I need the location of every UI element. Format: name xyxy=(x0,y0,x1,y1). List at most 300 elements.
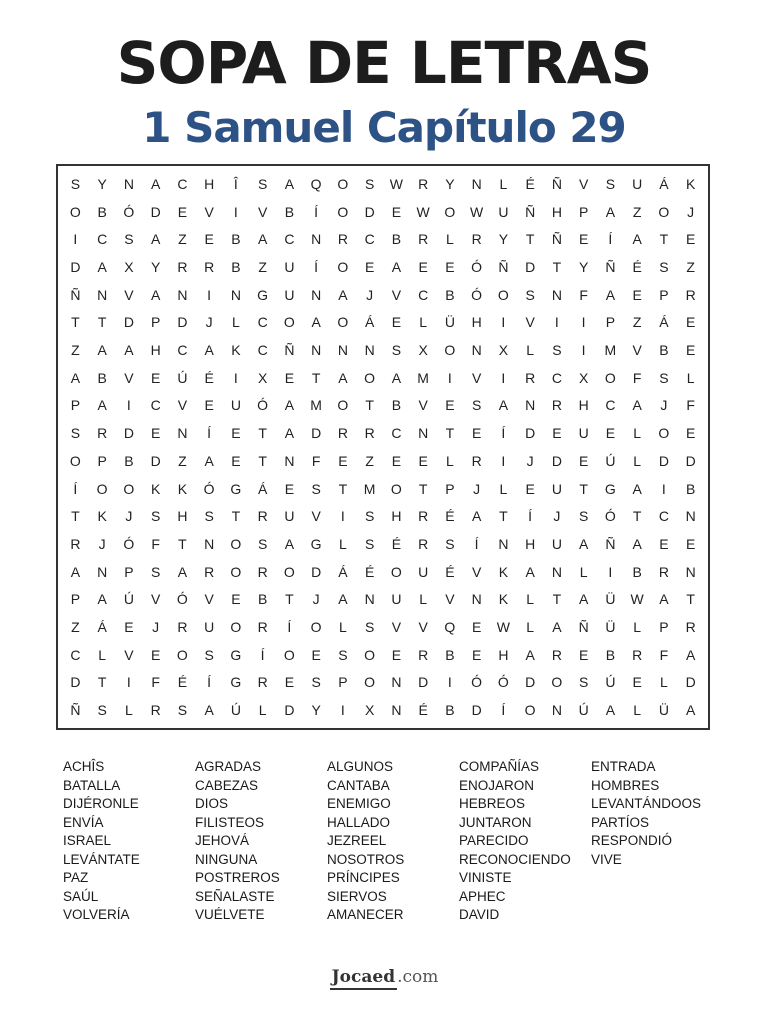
grid-cell[interactable]: E xyxy=(418,258,428,275)
grid-cell[interactable]: E xyxy=(311,646,321,663)
grid-cell[interactable]: N xyxy=(97,563,108,580)
grid-cell[interactable]: C xyxy=(658,508,669,525)
grid-cell[interactable]: E xyxy=(685,425,696,442)
grid-cell[interactable]: S xyxy=(311,480,321,497)
grid-cell[interactable]: E xyxy=(204,231,214,248)
grid-cell[interactable]: E xyxy=(685,342,696,359)
grid-cell[interactable]: H xyxy=(204,175,215,192)
grid-cell[interactable]: R xyxy=(418,231,429,248)
grid-cell[interactable]: J xyxy=(152,619,160,636)
grid-cell[interactable]: Ú xyxy=(578,702,589,719)
grid-cell[interactable]: A xyxy=(284,175,295,192)
grid-cell[interactable]: E xyxy=(685,231,696,248)
grid-cell[interactable]: R xyxy=(471,452,482,469)
grid-cell[interactable]: S xyxy=(338,646,348,663)
grid-cell[interactable]: E xyxy=(338,452,348,469)
grid-cell[interactable]: A xyxy=(97,591,107,608)
grid-cell[interactable]: Ñ xyxy=(605,535,616,552)
grid-cell[interactable]: O xyxy=(283,563,295,580)
grid-cell[interactable]: D xyxy=(525,258,536,275)
grid-cell[interactable]: B xyxy=(231,258,241,275)
grid-cell[interactable]: I xyxy=(608,563,613,580)
grid-cell[interactable]: N xyxy=(471,591,482,608)
grid-cell[interactable]: A xyxy=(525,563,535,580)
grid-cell[interactable]: O xyxy=(230,563,242,580)
grid-cell[interactable]: T xyxy=(258,452,267,469)
grid-cell[interactable]: S xyxy=(391,342,402,359)
grid-cell[interactable]: T xyxy=(97,314,107,331)
grid-cell[interactable]: T xyxy=(579,480,588,497)
grid-cell[interactable]: V xyxy=(124,286,134,303)
grid-cell[interactable]: Ñ xyxy=(70,286,81,303)
grid-cell[interactable]: V xyxy=(177,397,188,414)
grid-cell[interactable]: I xyxy=(501,314,506,331)
grid-cell[interactable]: E xyxy=(471,425,482,442)
grid-cell[interactable]: O xyxy=(283,646,295,663)
grid-cell[interactable]: L xyxy=(633,425,642,442)
grid-cell[interactable]: N xyxy=(685,508,696,525)
grid-cell[interactable]: L xyxy=(526,591,535,608)
grid-cell[interactable]: D xyxy=(311,425,322,442)
grid-cell[interactable]: I xyxy=(126,397,131,414)
grid-cell[interactable]: A xyxy=(70,563,81,580)
grid-cell[interactable]: H xyxy=(391,508,402,525)
grid-cell[interactable]: Ó xyxy=(123,535,135,552)
grid-cell[interactable]: S xyxy=(257,535,268,552)
grid-cell[interactable]: E xyxy=(150,369,161,386)
grid-cell[interactable]: E xyxy=(685,314,696,331)
grid-cell[interactable]: A xyxy=(150,175,161,192)
grid-cell[interactable]: I xyxy=(340,508,345,525)
grid-cell[interactable]: J xyxy=(205,314,213,331)
grid-cell[interactable]: H xyxy=(471,314,482,331)
grid-cell[interactable]: O xyxy=(524,702,536,719)
grid-cell[interactable]: S xyxy=(97,702,107,719)
grid-cell[interactable]: G xyxy=(230,674,242,691)
grid-cell[interactable]: T xyxy=(686,591,695,608)
grid-cell[interactable]: A xyxy=(311,314,321,331)
grid-cell[interactable]: Y xyxy=(445,175,455,192)
grid-cell[interactable]: A xyxy=(605,702,616,719)
grid-cell[interactable]: I xyxy=(581,342,586,359)
grid-cell[interactable]: A xyxy=(498,397,509,414)
grid-cell[interactable]: A xyxy=(150,231,161,248)
grid-cell[interactable]: U xyxy=(391,591,402,608)
grid-cell[interactable]: S xyxy=(578,674,589,691)
grid-cell[interactable]: C xyxy=(551,369,562,386)
grid-cell[interactable]: A xyxy=(632,397,642,414)
grid-cell[interactable]: A xyxy=(338,369,348,386)
grid-cell[interactable]: O xyxy=(337,314,349,331)
grid-cell[interactable]: J xyxy=(473,480,481,497)
grid-cell[interactable]: D xyxy=(418,674,429,691)
grid-cell[interactable]: A xyxy=(605,286,616,303)
grid-cell[interactable]: X xyxy=(257,369,268,386)
grid-cell[interactable]: R xyxy=(337,231,348,248)
grid-cell[interactable]: O xyxy=(69,203,81,220)
grid-cell[interactable]: P xyxy=(124,563,134,580)
grid-cell[interactable]: V xyxy=(418,397,428,414)
grid-cell[interactable]: É xyxy=(204,369,214,386)
grid-cell[interactable]: Ñ xyxy=(525,203,536,220)
grid-cell[interactable]: S xyxy=(578,508,589,525)
grid-cell[interactable]: D xyxy=(150,452,161,469)
grid-cell[interactable]: A xyxy=(659,591,669,608)
grid-cell[interactable]: N xyxy=(97,286,108,303)
grid-cell[interactable]: U xyxy=(551,535,562,552)
grid-cell[interactable]: E xyxy=(391,203,402,220)
grid-cell[interactable]: V xyxy=(391,286,402,303)
grid-cell[interactable]: J xyxy=(125,508,133,525)
grid-cell[interactable]: O xyxy=(390,563,402,580)
grid-cell[interactable]: A xyxy=(97,258,107,275)
grid-cell[interactable]: N xyxy=(391,674,402,691)
grid-cell[interactable]: E xyxy=(124,619,134,636)
grid-cell[interactable]: R xyxy=(418,175,429,192)
grid-cell[interactable]: G xyxy=(310,535,322,552)
grid-cell[interactable]: V xyxy=(257,203,268,220)
grid-cell[interactable]: P xyxy=(97,452,107,469)
grid-cell[interactable]: H xyxy=(551,203,562,220)
grid-cell[interactable]: A xyxy=(578,591,589,608)
grid-cell[interactable]: S xyxy=(150,508,161,525)
grid-cell[interactable]: N xyxy=(311,286,322,303)
grid-cell[interactable]: R xyxy=(551,397,562,414)
grid-cell[interactable]: Z xyxy=(632,203,642,220)
site-logo[interactable] xyxy=(330,966,439,990)
grid-cell[interactable]: O xyxy=(604,369,616,386)
grid-cell[interactable]: Í xyxy=(260,646,265,663)
grid-cell[interactable]: S xyxy=(311,674,321,691)
grid-cell[interactable]: X xyxy=(364,702,375,719)
grid-cell[interactable]: U xyxy=(498,203,509,220)
grid-cell[interactable]: L xyxy=(258,702,267,719)
grid-cell[interactable]: Z xyxy=(258,258,267,275)
grid-cell[interactable]: R xyxy=(177,258,188,275)
grid-cell[interactable]: N xyxy=(230,286,241,303)
grid-cell[interactable]: É xyxy=(364,563,375,580)
grid-cell[interactable]: S xyxy=(204,646,214,663)
grid-cell[interactable]: N xyxy=(685,563,696,580)
grid-cell[interactable]: F xyxy=(686,397,695,414)
grid-cell[interactable]: C xyxy=(257,342,268,359)
grid-cell[interactable]: N xyxy=(311,342,322,359)
grid-cell[interactable]: Í xyxy=(608,231,613,248)
grid-cell[interactable]: Ú xyxy=(230,702,241,719)
grid-cell[interactable]: N xyxy=(471,175,482,192)
grid-cell[interactable]: G xyxy=(604,480,616,497)
grid-cell[interactable]: U xyxy=(284,508,295,525)
grid-cell[interactable]: P xyxy=(70,397,81,414)
grid-cell[interactable]: T xyxy=(231,508,241,525)
grid-cell[interactable]: D xyxy=(471,702,482,719)
grid-cell[interactable]: M xyxy=(604,342,617,359)
grid-cell[interactable]: C xyxy=(97,231,108,248)
grid-cell[interactable]: C xyxy=(177,175,188,192)
grid-cell[interactable]: R xyxy=(551,646,562,663)
grid-cell[interactable]: S xyxy=(364,535,375,552)
grid-cell[interactable]: W xyxy=(630,591,644,608)
grid-cell[interactable]: Ñ xyxy=(284,342,295,359)
grid-cell[interactable]: S xyxy=(659,369,669,386)
grid-cell[interactable]: U xyxy=(284,286,295,303)
grid-cell[interactable]: M xyxy=(310,397,322,414)
grid-cell[interactable]: V xyxy=(445,591,455,608)
grid-cell[interactable]: É xyxy=(525,175,535,192)
grid-cell[interactable]: F xyxy=(632,369,642,386)
grid-cell[interactable]: R xyxy=(257,674,268,691)
grid-cell[interactable]: N xyxy=(177,425,188,442)
grid-cell[interactable]: N xyxy=(551,286,562,303)
grid-cell[interactable]: L xyxy=(526,342,535,359)
grid-cell[interactable]: J xyxy=(553,508,561,525)
grid-cell[interactable]: T xyxy=(178,535,187,552)
grid-cell[interactable]: A xyxy=(685,646,696,663)
grid-cell[interactable]: D xyxy=(658,452,669,469)
grid-cell[interactable]: B xyxy=(685,480,696,497)
grid-cell[interactable]: Z xyxy=(71,342,80,359)
grid-cell[interactable]: C xyxy=(605,397,616,414)
grid-cell[interactable]: K xyxy=(97,508,107,525)
grid-cell[interactable]: L xyxy=(633,452,642,469)
grid-cell[interactable]: A xyxy=(552,619,562,636)
grid-cell[interactable]: B xyxy=(231,231,241,248)
grid-cell[interactable]: B xyxy=(445,286,455,303)
grid-cell[interactable]: T xyxy=(659,231,669,248)
grid-cell[interactable]: Ó xyxy=(257,397,269,414)
grid-cell[interactable]: V xyxy=(418,619,428,636)
grid-cell[interactable]: W xyxy=(470,203,484,220)
grid-cell[interactable]: U xyxy=(551,480,562,497)
grid-cell[interactable]: I xyxy=(233,203,238,220)
grid-cell[interactable]: D xyxy=(525,674,536,691)
grid-cell[interactable]: Ñ xyxy=(578,619,589,636)
grid-cell[interactable]: E xyxy=(391,646,402,663)
grid-cell[interactable]: E xyxy=(150,425,161,442)
grid-cell[interactable]: Í xyxy=(474,535,479,552)
grid-cell[interactable]: D xyxy=(311,563,322,580)
grid-cell[interactable]: A xyxy=(284,397,295,414)
grid-cell[interactable]: G xyxy=(230,646,242,663)
grid-cell[interactable]: U xyxy=(230,397,241,414)
grid-cell[interactable]: C xyxy=(177,342,188,359)
grid-cell[interactable]: O xyxy=(444,342,456,359)
grid-cell[interactable]: P xyxy=(659,619,669,636)
grid-cell[interactable]: E xyxy=(578,231,589,248)
grid-cell[interactable]: Ü xyxy=(605,619,616,636)
grid-cell[interactable]: M xyxy=(363,480,376,497)
grid-cell[interactable]: Á xyxy=(338,563,348,580)
grid-cell[interactable]: G xyxy=(257,286,269,303)
grid-cell[interactable]: L xyxy=(98,646,107,663)
grid-cell[interactable]: R xyxy=(632,646,643,663)
grid-cell[interactable]: O xyxy=(230,535,242,552)
grid-cell[interactable]: F xyxy=(659,646,669,663)
grid-cell[interactable]: X xyxy=(498,342,509,359)
grid-cell[interactable]: L xyxy=(445,231,454,248)
grid-cell[interactable]: O xyxy=(364,674,376,691)
grid-cell[interactable]: T xyxy=(365,397,374,414)
grid-cell[interactable]: Ó xyxy=(604,508,616,525)
grid-cell[interactable]: L xyxy=(499,175,508,192)
grid-cell[interactable]: A xyxy=(338,591,348,608)
grid-cell[interactable]: O xyxy=(96,480,108,497)
grid-cell[interactable]: H xyxy=(177,508,188,525)
grid-cell[interactable]: S xyxy=(364,508,375,525)
grid-cell[interactable]: X xyxy=(578,369,589,386)
grid-cell[interactable]: A xyxy=(204,702,214,719)
grid-cell[interactable]: S xyxy=(177,702,188,719)
grid-cell[interactable]: Ú xyxy=(177,369,188,386)
grid-cell[interactable]: V xyxy=(471,369,482,386)
grid-cell[interactable]: A xyxy=(685,702,696,719)
grid-cell[interactable]: E xyxy=(632,674,642,691)
grid-cell[interactable]: Y xyxy=(150,258,161,275)
grid-cell[interactable]: T xyxy=(418,480,428,497)
grid-cell[interactable]: H xyxy=(498,646,509,663)
grid-cell[interactable]: B xyxy=(632,563,642,580)
grid-cell[interactable]: R xyxy=(204,563,215,580)
grid-cell[interactable]: V xyxy=(578,175,589,192)
grid-cell[interactable]: Á xyxy=(659,175,669,192)
grid-cell[interactable]: B xyxy=(97,203,107,220)
grid-cell[interactable]: Z xyxy=(71,619,80,636)
grid-cell[interactable]: D xyxy=(364,203,375,220)
grid-cell[interactable]: E xyxy=(231,452,241,469)
grid-cell[interactable]: K xyxy=(685,175,696,192)
grid-cell[interactable]: B xyxy=(605,646,616,663)
grid-cell[interactable]: D xyxy=(685,452,696,469)
grid-cell[interactable]: V xyxy=(632,342,642,359)
grid-cell[interactable]: C xyxy=(150,397,161,414)
grid-cell[interactable]: O xyxy=(69,452,81,469)
grid-cell[interactable]: E xyxy=(284,674,295,691)
grid-cell[interactable]: O xyxy=(337,397,349,414)
grid-cell[interactable]: É xyxy=(445,508,455,525)
grid-cell[interactable]: O xyxy=(310,619,322,636)
grid-cell[interactable]: L xyxy=(633,619,642,636)
grid-cell[interactable]: U xyxy=(204,619,215,636)
grid-cell[interactable]: Z xyxy=(632,314,642,331)
grid-cell[interactable]: Ó xyxy=(203,480,215,497)
grid-cell[interactable]: D xyxy=(123,314,134,331)
grid-cell[interactable]: I xyxy=(501,369,506,386)
grid-cell[interactable]: L xyxy=(499,480,508,497)
grid-cell[interactable]: E xyxy=(659,535,669,552)
grid-cell[interactable]: S xyxy=(70,425,81,442)
grid-cell[interactable]: Ú xyxy=(605,674,616,691)
grid-cell[interactable]: É xyxy=(391,535,402,552)
grid-cell[interactable]: T xyxy=(445,425,455,442)
grid-cell[interactable]: O xyxy=(390,480,402,497)
grid-cell[interactable]: L xyxy=(124,702,133,719)
grid-cell[interactable]: Ó xyxy=(123,203,135,220)
grid-cell[interactable]: N xyxy=(123,175,134,192)
grid-cell[interactable]: R xyxy=(70,535,81,552)
grid-cell[interactable]: I xyxy=(340,702,345,719)
grid-cell[interactable]: S xyxy=(552,342,562,359)
grid-cell[interactable]: E xyxy=(204,397,214,414)
grid-cell[interactable]: L xyxy=(633,702,642,719)
grid-cell[interactable]: S xyxy=(364,175,375,192)
grid-cell[interactable]: Z xyxy=(178,452,187,469)
grid-cell[interactable]: R xyxy=(337,425,348,442)
grid-cell[interactable]: K xyxy=(231,342,241,359)
grid-cell[interactable]: H xyxy=(578,397,589,414)
grid-cell[interactable]: Í xyxy=(207,425,212,442)
grid-cell[interactable]: U xyxy=(284,258,295,275)
grid-cell[interactable]: N xyxy=(551,563,562,580)
grid-cell[interactable]: A xyxy=(204,452,214,469)
grid-cell[interactable]: I xyxy=(661,480,666,497)
grid-cell[interactable]: Á xyxy=(659,314,669,331)
grid-cell[interactable]: A xyxy=(471,508,482,525)
grid-cell[interactable]: Î xyxy=(233,175,238,192)
grid-cell[interactable]: X xyxy=(418,342,428,359)
grid-cell[interactable]: Ü xyxy=(658,702,669,719)
grid-cell[interactable]: A xyxy=(391,369,402,386)
grid-cell[interactable]: É xyxy=(445,563,455,580)
grid-cell[interactable]: A xyxy=(284,425,295,442)
grid-cell[interactable]: R xyxy=(97,425,108,442)
grid-cell[interactable]: H xyxy=(525,535,536,552)
grid-cell[interactable]: D xyxy=(70,674,81,691)
grid-cell[interactable]: O xyxy=(176,646,188,663)
grid-cell[interactable]: S xyxy=(257,175,268,192)
grid-cell[interactable]: É xyxy=(632,258,642,275)
grid-cell[interactable]: B xyxy=(391,397,402,414)
grid-cell[interactable]: V xyxy=(204,203,214,220)
grid-cell[interactable]: N xyxy=(391,702,402,719)
grid-cell[interactable]: N xyxy=(551,702,562,719)
grid-cell[interactable]: E xyxy=(471,646,482,663)
grid-cell[interactable]: E xyxy=(445,397,455,414)
grid-cell[interactable]: Ñ xyxy=(498,258,509,275)
grid-cell[interactable]: Í xyxy=(73,480,78,497)
grid-cell[interactable]: D xyxy=(551,452,562,469)
grid-cell[interactable]: A xyxy=(284,535,295,552)
grid-cell[interactable]: N xyxy=(204,535,215,552)
grid-cell[interactable]: Í xyxy=(287,619,292,636)
grid-cell[interactable]: V xyxy=(391,619,402,636)
grid-cell[interactable]: V xyxy=(311,508,321,525)
grid-cell[interactable]: S xyxy=(124,231,134,248)
grid-cell[interactable]: Ó xyxy=(471,286,483,303)
grid-cell[interactable]: Ü xyxy=(605,591,616,608)
grid-cell[interactable]: Ñ xyxy=(551,231,562,248)
grid-cell[interactable]: N xyxy=(177,286,188,303)
grid-cell[interactable]: B xyxy=(445,702,455,719)
grid-cell[interactable]: O xyxy=(364,369,376,386)
grid-cell[interactable]: V xyxy=(150,591,161,608)
grid-cell[interactable]: T xyxy=(338,480,348,497)
grid-cell[interactable]: K xyxy=(498,563,509,580)
grid-cell[interactable]: Ú xyxy=(605,452,616,469)
grid-cell[interactable]: L xyxy=(686,369,695,386)
grid-cell[interactable]: T xyxy=(97,674,107,691)
grid-cell[interactable]: D xyxy=(123,425,134,442)
grid-cell[interactable]: T xyxy=(71,314,80,331)
grid-cell[interactable]: L xyxy=(338,619,347,636)
grid-cell[interactable]: A xyxy=(632,231,642,248)
grid-cell[interactable]: P xyxy=(70,591,81,608)
grid-cell[interactable]: J xyxy=(660,397,668,414)
grid-cell[interactable]: E xyxy=(578,646,589,663)
grid-cell[interactable]: I xyxy=(501,452,506,469)
grid-cell[interactable]: T xyxy=(632,508,642,525)
grid-cell[interactable]: I xyxy=(207,286,212,303)
grid-cell[interactable]: J xyxy=(98,535,106,552)
